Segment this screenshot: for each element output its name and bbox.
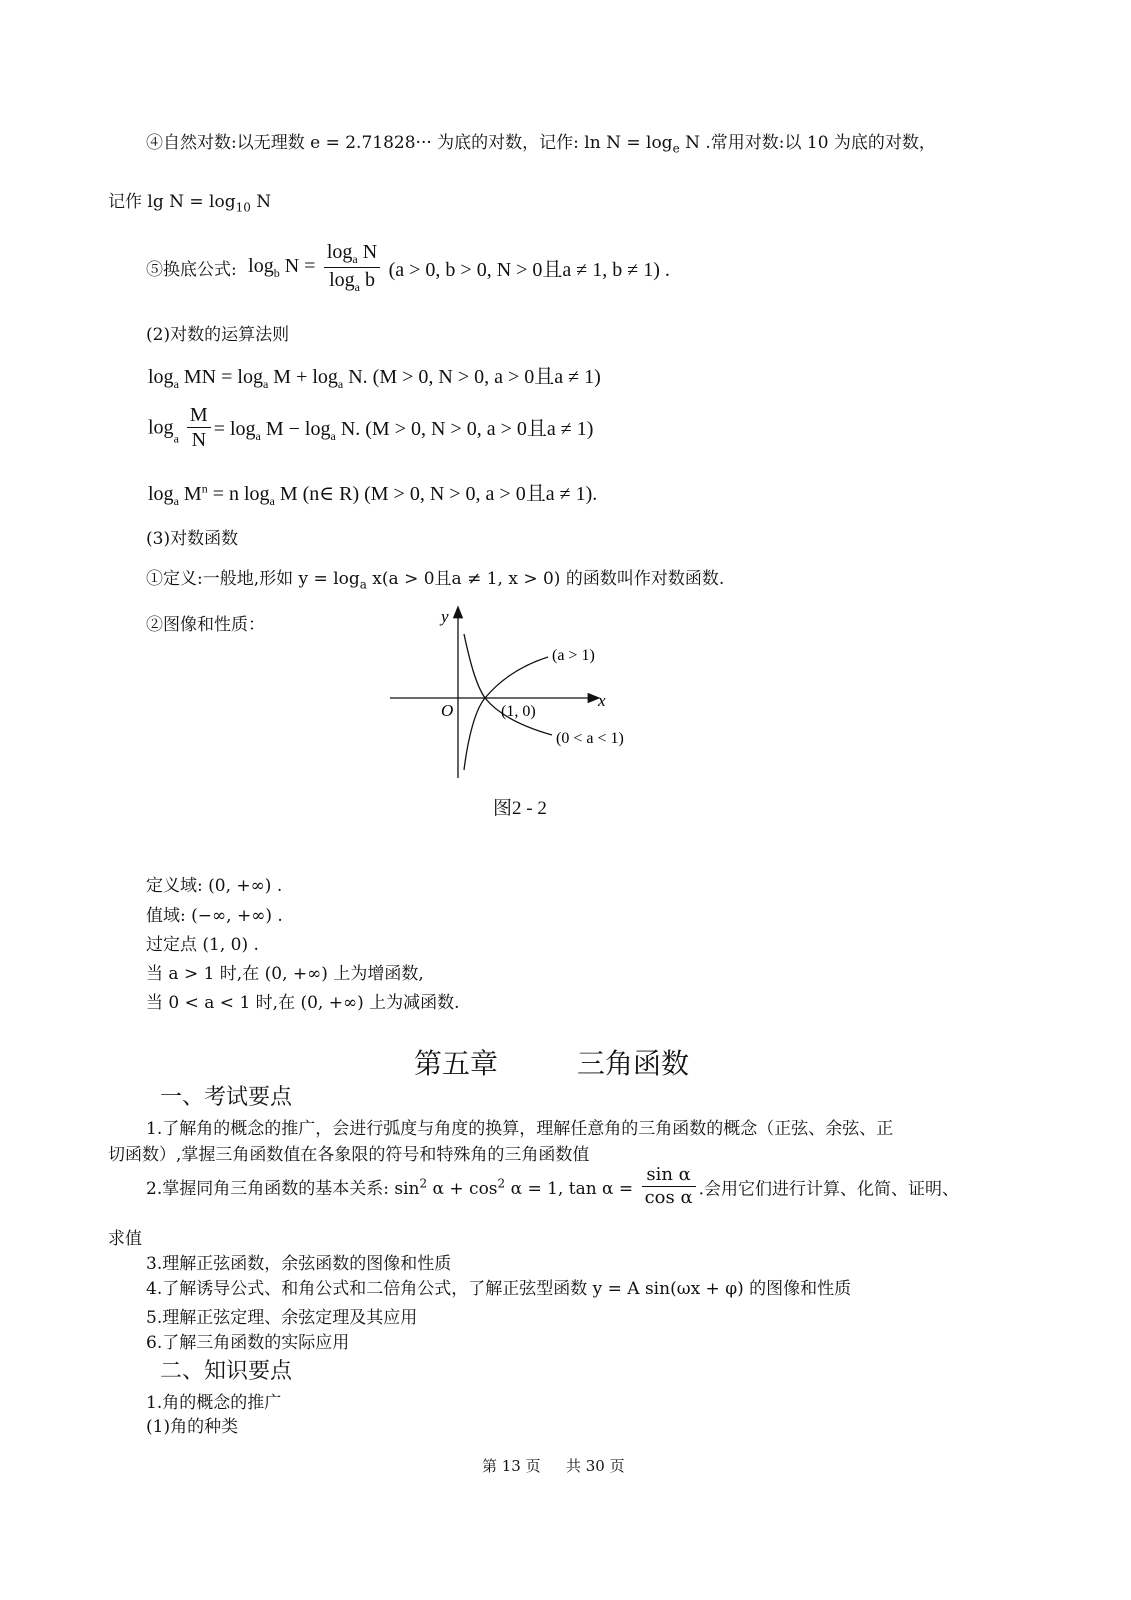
- graph-properties-label: ②图像和性质：: [146, 615, 265, 635]
- rule1-part2: M + log: [268, 366, 338, 388]
- common-log-tail: N: [250, 192, 272, 212]
- figure-caption: 图2 - 2: [493, 798, 547, 819]
- item2-sup1: 2: [419, 1176, 428, 1191]
- lhs-log: log: [248, 254, 274, 277]
- rule2-fraction: [187, 405, 211, 451]
- rule-product: [148, 360, 601, 392]
- change-base-condition: (a > 0, b > 0, N > 0且a ≠ 1, b ≠ 1) .: [388, 259, 670, 282]
- footer-page-number: 第 13 页: [482, 1457, 541, 1475]
- natural-log-text: ④自然对数:以无理数 e = 2.71828··· 为底的对数，记作: ln N = log: [146, 133, 673, 153]
- item2-mid1: α + cos: [427, 1179, 498, 1200]
- y-axis-label: y: [441, 607, 449, 626]
- rule3-base2: a: [269, 494, 275, 508]
- definition-line: [146, 564, 724, 591]
- range-line: 值域: (−∞, +∞) .: [146, 906, 283, 926]
- section-exam-points: 一、考试要点: [160, 1085, 293, 1110]
- item2-lead: [146, 1176, 634, 1200]
- rule2-base2: a: [255, 429, 261, 443]
- rule2-denominator: N: [191, 429, 207, 451]
- x-axis-label: x: [598, 691, 606, 710]
- rule2-part: = log: [213, 418, 256, 440]
- definition-base: a: [359, 577, 367, 592]
- rule-quotient: [148, 405, 593, 451]
- num-base: a: [352, 252, 358, 266]
- rule2-log: log: [148, 416, 174, 439]
- origin-label: O: [441, 701, 454, 720]
- exam-item-3: 3.理解正弦函数，余弦函数的图像和性质: [146, 1254, 452, 1274]
- rule2-part2: M − log: [260, 418, 331, 440]
- natural-log-base: e: [672, 141, 680, 156]
- log-function-graph: [380, 600, 660, 785]
- rule2-rest: [213, 418, 594, 443]
- rule2-base: a: [173, 431, 179, 446]
- increasing-line: 当 a > 1 时,在 (0, +∞) 上为增函数,: [146, 964, 424, 984]
- rule1-part: MN = log: [178, 366, 263, 388]
- den-base: a: [354, 279, 360, 294]
- exam-item-2: [146, 1166, 959, 1208]
- fraction-numerator: [324, 242, 380, 268]
- item2-tail: .会用它们进行计算、化简、证明、: [698, 1179, 960, 1200]
- item2-mid2: α = 1, tan α =: [505, 1179, 634, 1200]
- lhs-base: b: [273, 265, 280, 280]
- tan-denominator: cos α: [644, 1186, 693, 1208]
- item2-pre: 2.掌握同角三角函数的基本关系: sin: [146, 1179, 420, 1200]
- change-base-lhs: [248, 254, 316, 280]
- fraction-denominator: [324, 268, 380, 294]
- exam-item-1-cont: 切函数）,掌握三角函数值在各象限的符号和特殊角的三角函数值: [108, 1145, 590, 1165]
- common-log-base: 10: [235, 200, 251, 215]
- section-knowledge-points: 二、知识要点: [160, 1359, 293, 1384]
- change-base-line: [146, 242, 670, 293]
- rule1-log: log: [148, 366, 174, 388]
- natural-log-line: [146, 128, 936, 155]
- knowledge-item-1-1: (1)角的种类: [146, 1417, 239, 1437]
- tan-fraction: [642, 1166, 696, 1208]
- rule3-m: M: [178, 483, 202, 505]
- den-log: log: [329, 268, 355, 291]
- rule1-base3: a: [337, 377, 344, 391]
- exam-item-6: 6.了解三角函数的实际应用: [146, 1333, 350, 1353]
- num-log: log: [326, 241, 353, 263]
- change-base-label: ⑤换底公式:: [146, 260, 237, 281]
- rule1-base2: a: [262, 377, 269, 391]
- exam-item-5: 5.理解正弦定理、余弦定理及其应用: [146, 1308, 418, 1328]
- lhs-tail: N =: [279, 254, 316, 277]
- rule3-part2: M (n∈ R) (M > 0, N > 0, a > 0且a ≠ 1).: [274, 483, 598, 505]
- rule3-log: log: [148, 483, 174, 505]
- rule3-base: a: [173, 494, 179, 508]
- change-base-fraction: [324, 242, 380, 293]
- tan-numerator: sin α: [642, 1166, 696, 1187]
- natural-log-tail: N .常用对数:以 10 为底的对数，: [679, 133, 936, 153]
- decreasing-line: 当 0 < a < 1 时,在 (0, +∞) 上为减函数.: [146, 993, 460, 1013]
- rule2-base3: a: [330, 429, 336, 443]
- num-tail: N: [357, 241, 378, 263]
- definition-prefix: ①定义:一般地,形如 y = log: [146, 569, 360, 589]
- rules-heading: (2)对数的运算法则: [146, 325, 290, 345]
- exam-item-1: 1.了解角的概念的推广，会进行弧度与角度的换算，理解任意角的三角函数的概念（正弦、余弦、正: [146, 1119, 894, 1139]
- chapter-number: 第五章: [414, 1047, 499, 1080]
- rule1-part3: N. (M > 0, N > 0, a > 0且a ≠ 1): [343, 366, 601, 388]
- point-label: (1, 0): [501, 703, 536, 720]
- rule1-base: a: [173, 377, 179, 391]
- exam-item-2-cont: 求值: [108, 1229, 142, 1249]
- rule2-numerator: M: [187, 405, 211, 428]
- item2-sup2: 2: [497, 1176, 506, 1191]
- fixed-point-line: 过定点 (1, 0) .: [146, 935, 259, 955]
- den-tail: b: [359, 268, 375, 291]
- logfunc-heading: (3)对数函数: [146, 529, 239, 549]
- curve-label-a-gt-1: (a > 1): [552, 647, 595, 664]
- common-log-prefix: 记作 lg N = log: [108, 192, 236, 212]
- exam-item-4: 4.了解诱导公式、和角公式和二倍角公式，了解正弦型函数 y = A sin(ωx + φ) 的图像和性质: [146, 1279, 852, 1299]
- footer-total-pages: 共 30 页: [566, 1457, 625, 1475]
- rule3-part: = n log: [207, 483, 270, 505]
- rule-power: [148, 477, 597, 509]
- domain-line: 定义域: (0, +∞) .: [146, 876, 283, 896]
- knowledge-item-1: 1.角的概念的推广: [146, 1393, 282, 1413]
- common-log-line: [108, 187, 271, 214]
- curve-label-a-lt-1: (0 < a < 1): [556, 730, 624, 747]
- rule3-exponent: n: [201, 481, 208, 496]
- definition-tail: x(a > 0且a ≠ 1, x > 0) 的函数叫作对数函数.: [366, 569, 725, 589]
- rule2-part3: N. (M > 0, N > 0, a > 0且a ≠ 1): [335, 418, 594, 440]
- chapter-title: 三角函数: [577, 1047, 690, 1080]
